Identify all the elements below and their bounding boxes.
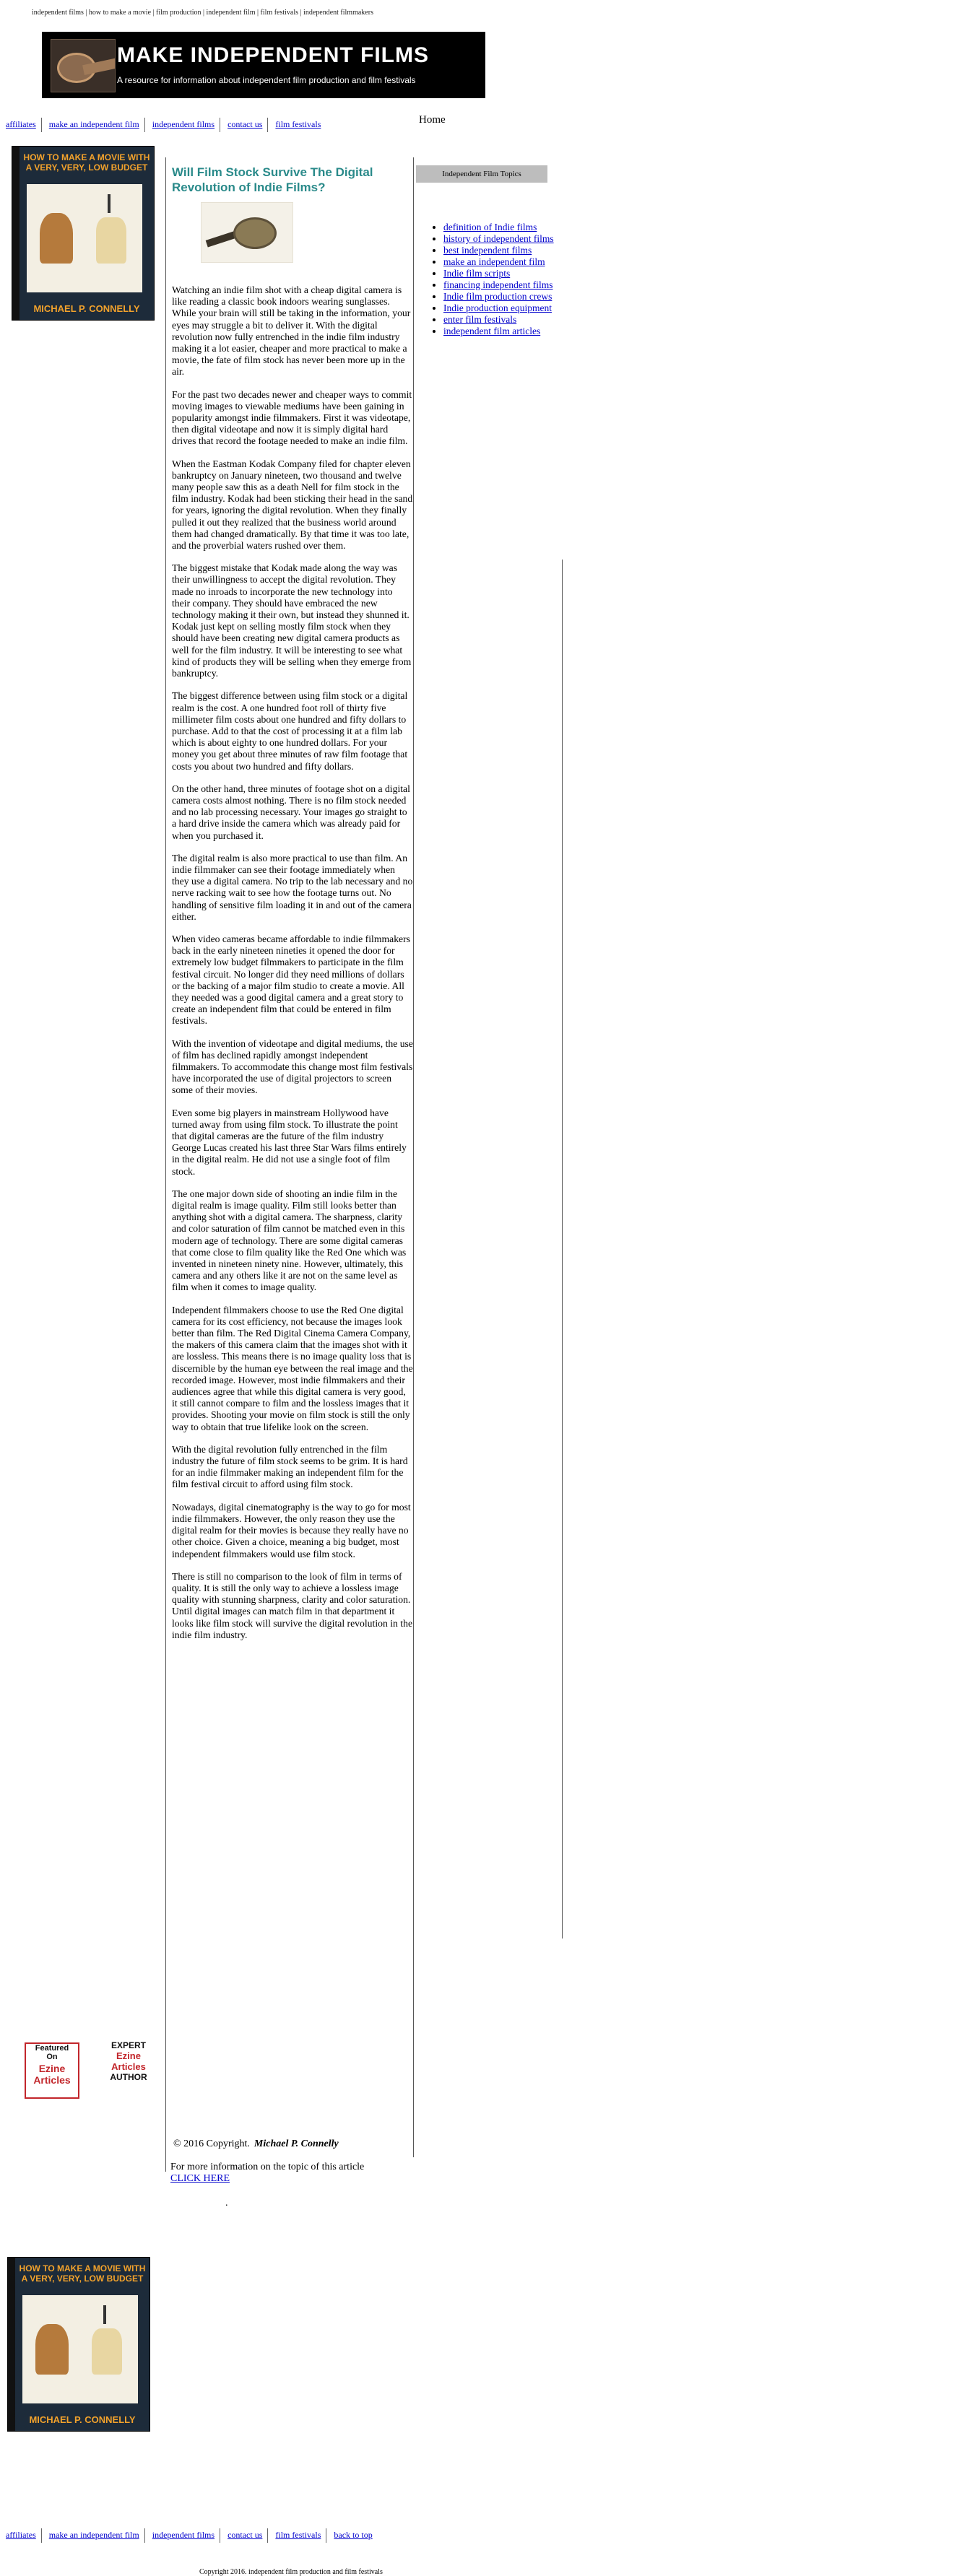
- topic-link[interactable]: Indie production equipment: [443, 303, 552, 313]
- expert-author-badge[interactable]: [101, 2040, 156, 2099]
- badge-text: EXPERT: [110, 2040, 146, 2050]
- article-paragraph: Even some big players in mainstream Hollywood have turned away from using film stock. To illustrate the point that digital cameras are the future of the film industry George Lucas created his last three Star Wars films entirely in the digital realm. He did not use a single foot of film stock.: [172, 1107, 407, 1177]
- list-item: [443, 326, 584, 337]
- topic-link[interactable]: history of independent films: [443, 233, 554, 244]
- click-here-link[interactable]: CLICK HERE: [170, 2173, 230, 2184]
- site-copyright: Copyright 2016. independent film production and film festivals: [199, 2568, 383, 2576]
- topic-link[interactable]: best independent films: [443, 245, 532, 256]
- article-paragraph: When the Eastman Kodak Company filed for chapter eleven bankruptcy on January nineteen, two thousand and twelve many people saw this as a death Nell for film stock in the film industry. Kodak had been sticking their head in the sand for years, ignoring the digital revolution. When they finally pulled it out they realized that the business world around them had changed dramatically. By that time it was too late, and the proverbial waters rushed over them.: [172, 458, 413, 552]
- bottom-nav: [6, 2528, 373, 2543]
- topic-link[interactable]: independent film articles: [443, 326, 541, 336]
- article-copyright: [173, 2138, 339, 2150]
- site-banner[interactable]: [42, 32, 485, 98]
- book-author: MICHAEL P. CONNELLY: [29, 2414, 136, 2425]
- topic-link[interactable]: Indie film production crews: [443, 291, 552, 302]
- book-author: MICHAEL P. CONNELLY: [33, 303, 140, 314]
- top-nav: [6, 118, 321, 132]
- book-title: HOW TO MAKE A MOVIE WITH A VERY, VERY, LOW BUDGET: [23, 152, 150, 173]
- topic-link[interactable]: enter film festivals: [443, 314, 517, 325]
- list-item: [443, 314, 584, 326]
- topic-link[interactable]: make an independent film: [443, 256, 545, 267]
- article-paragraph: Independent filmmakers choose to use the Red One digital camera for its cost efficiency, not because the images look better than film. The Red Digital Cinema Camera Company, the makers of this camera claim that the images shot with it are lossless. This means there is no image quality loss that is discernible by the human eye between the real image and the recorded image. However, most indie filmmakers and their audiences agree that while this digital camera is very good, it still cannot compare to film and the lossless images that it provides. Shooting your movie on film stock is still the only way to obtain that true lifelike look on the screen.: [172, 1304, 413, 1432]
- home-link[interactable]: Home: [419, 114, 446, 126]
- list-item: [443, 256, 584, 268]
- separator-dot: .: [225, 2198, 228, 2209]
- article-paragraph: The biggest difference between using film stock or a digital realm is the cost. A one hundred foot roll of thirty five millimeter film costs about one hundred and fifty dollars to purchase. Add to that the cost of processing it at a film lab which is about eighty to one hundred dollars. For your money you get about three minutes of raw film footage that costs you about two hundred and fifty dollars.: [172, 690, 408, 772]
- film-can-image: [201, 202, 293, 263]
- article: [172, 165, 413, 1652]
- nav-make-independent-film[interactable]: make an independent film: [48, 118, 139, 129]
- article-paragraph: Watching an indie film shot with a cheap digital camera is like reading a classic book indoors wearing sunglasses. While your brain will still be taking in the information, your eyes may struggle a bit to deliver it. With the digital revolution now fully entrenched in the indie film industry making it a lot easier, cheaper and more practical to make a movie, the fate of film stock has never been more up in the air.: [172, 284, 411, 378]
- article-paragraph: On the other hand, three minutes of footage shot on a digital camera costs almost nothing. There is no film stock needed and no lab processing necessary. Your images go straight to a hard drive inside the camera which was already paid for when you purchased it.: [172, 783, 410, 841]
- bottom-nav-make-independent-film[interactable]: make an independent film: [48, 2529, 139, 2540]
- badge-text: On: [46, 2053, 58, 2061]
- book-title: HOW TO MAKE A MOVIE WITH A VERY, VERY, LOW BUDGET: [19, 2263, 146, 2284]
- book-illustration: [22, 2295, 138, 2403]
- article-title: Will Film Stock Survive The Digital Revolution of Indie Films?: [172, 165, 373, 194]
- banner-title: MAKE INDEPENDENT FILMS: [117, 43, 430, 67]
- article-paragraph: When video cameras became affordable to indie filmmakers back in the early nineteen nineties it opened the door for extremely low budget filmmakers to participate in the film festival circuit. No longer did they need millions of dollars or the backing of a major film studio to create a movie. All they needed was a good digital camera and a great story to create an independent film that could be entered in film festivals.: [172, 933, 411, 1027]
- article-paragraph: Nowadays, digital cinematography is the way to go for most indie filmmakers. However, the only reason they use the digital realm for their movies is because they really have no other choice. Given a choice, meaning a big budget, most independent filmmakers would use film stock.: [172, 1501, 411, 1559]
- copyright-text: © 2016 Copyright.: [173, 2138, 250, 2149]
- topics-list: [430, 222, 584, 337]
- topic-link[interactable]: Indie film scripts: [443, 268, 511, 279]
- article-paragraph: The biggest mistake that Kodak made along the way was their unwillingness to accept the digital revolution. They made no inroads to incorporate the new technology into their company. They should have embraced the new technology making it their own, but instead they shunned it. Kodak just kept on selling mostly film stock when they should have been creating new digital camera products as well for the film industry. It will be interesting to see what kind of products they will be selling when they emerge from bankruptcy.: [172, 562, 412, 679]
- badge-brand: Ezine Articles: [111, 2050, 146, 2072]
- nav-affiliates[interactable]: affiliates: [6, 118, 36, 129]
- nav-contact-us[interactable]: contact us: [228, 118, 263, 129]
- bottom-nav-affiliates[interactable]: affiliates: [6, 2529, 36, 2540]
- more-info-text: For more information on the topic of this article: [170, 2162, 365, 2172]
- keyword-line: independent films | how to make a movie | film production | independent film | film festivals | independent filmmakers: [32, 9, 373, 17]
- badge-text: AUTHOR: [110, 2072, 147, 2082]
- bottom-nav-film-festivals[interactable]: film festivals: [275, 2529, 321, 2540]
- right-divider: [413, 157, 414, 2157]
- list-item: [443, 303, 584, 314]
- topic-link[interactable]: definition of Indie films: [443, 222, 537, 232]
- list-item: [443, 233, 584, 245]
- article-paragraph: The one major down side of shooting an indie film in the digital realm is image quality. Film still looks better than anything shot with a digital camera. The sharpness, clarity and color saturation of film cannot be matched even in this modern age of technology. There are some digital cameras that come close to film quality like the Red One which was invented in nineteen ninety nine. However, ultimately, this camera and any others like it are not on the same level as film when it comes to image quality.: [172, 1188, 407, 1293]
- badge-text: Featured: [35, 2044, 69, 2053]
- list-item: [443, 279, 584, 291]
- list-item: [443, 222, 584, 233]
- more-info: [170, 2162, 364, 2185]
- bottom-nav-contact-us[interactable]: contact us: [228, 2529, 263, 2540]
- book-cover[interactable]: [12, 146, 155, 321]
- featured-ezine-badge[interactable]: [25, 2042, 79, 2099]
- article-paragraph: There is still no comparison to the look of film in terms of quality. It is still the only way to achieve a lossless image quality with stunning sharpness, clarity and color saturation. Until digital images can match film in that department it looks like film stock will survive the digital revolution in the indie film industry.: [172, 1570, 413, 1640]
- banner-tagline: A resource for information about independent film production and film festivals: [117, 75, 416, 85]
- list-item: [443, 291, 584, 303]
- article-paragraph: With the invention of videotape and digital mediums, the use of film has declined rapidly amongst independent filmmakers. To accommodate this change most film festivals have incorporated the use of digital projectors to screen some of their movies.: [172, 1037, 413, 1096]
- book-illustration: [27, 184, 142, 292]
- badge-brand: Ezine Articles: [33, 2063, 71, 2086]
- list-item: [443, 268, 584, 279]
- sidebar-divider: [562, 560, 563, 1938]
- article-paragraph: For the past two decades newer and cheaper ways to commit moving images to viewable mediums have been gaining in popularity amongst indie filmmakers. First it was videotape, then digital videotape and now it is simply digital hard drives that record the footage needed to make an indie film.: [172, 388, 412, 447]
- article-paragraph: The digital realm is also more practical to use than film. An indie filmmaker can see their footage immediately when they use a digital camera. No trip to the lab necessary and no nerve racking wait to see how the footage turns out. No handling of sensitive film loading it in and out of the camera either.: [172, 852, 413, 922]
- list-item: [443, 245, 584, 256]
- film-reel-icon: [51, 39, 116, 92]
- copyright-author: Michael P. Connelly: [254, 2138, 339, 2149]
- bottom-nav-independent-films[interactable]: independent films: [152, 2529, 215, 2540]
- bottom-nav-back-to-top[interactable]: back to top: [334, 2529, 373, 2540]
- book-cover-bottom[interactable]: [7, 2257, 150, 2432]
- article-paragraph: With the digital revolution fully entrenched in the film industry the future of film stock seems to be grim. It is hard for an indie filmmaker making an independent film for the film festival circuit to afford using film stock.: [172, 1443, 408, 1490]
- topics-heading: Independent Film Topics: [416, 165, 547, 183]
- left-divider: [165, 157, 166, 2172]
- nav-film-festivals[interactable]: film festivals: [275, 118, 321, 129]
- nav-independent-films[interactable]: independent films: [152, 118, 215, 129]
- topic-link[interactable]: financing independent films: [443, 279, 553, 290]
